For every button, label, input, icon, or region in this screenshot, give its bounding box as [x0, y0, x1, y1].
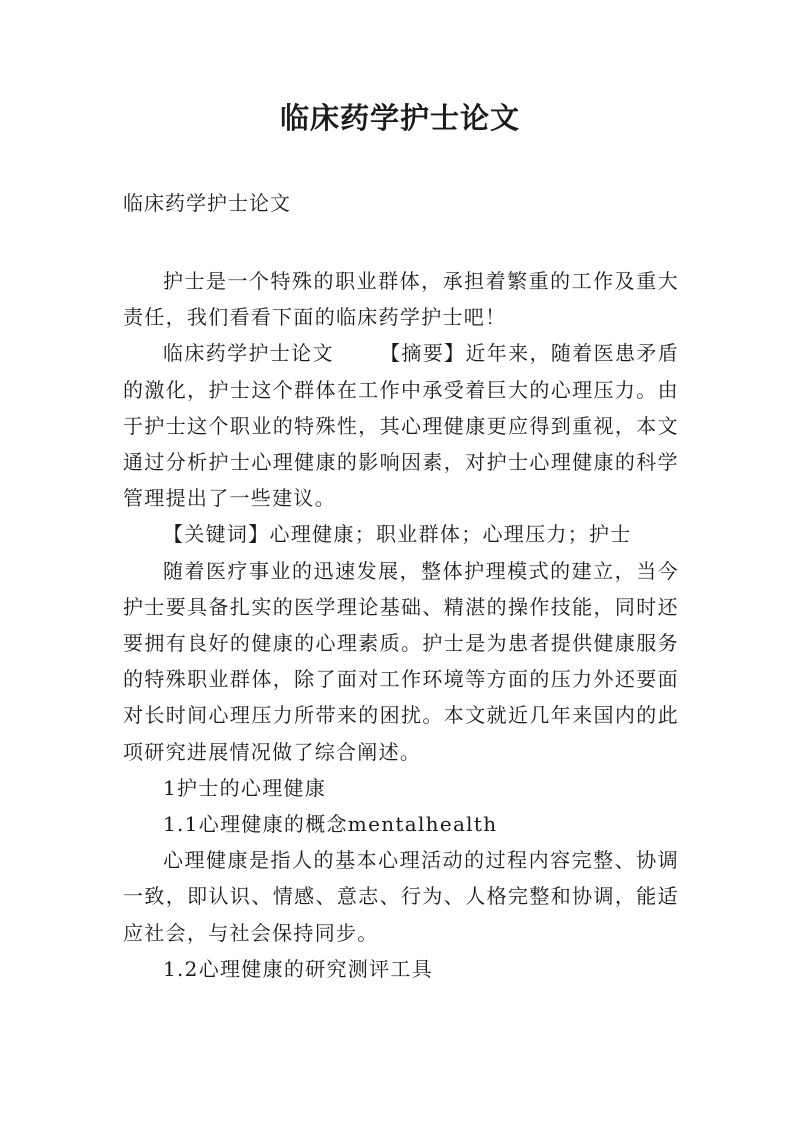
section-heading-1: 1护士的心理健康: [163, 775, 327, 800]
definition-paragraph: 心理健康是指人的基本心理活动的过程内容完整、协调一致，即认识、情感、意志、行为、人格完整和协调，能适应社会，与社会保持同步。: [123, 848, 679, 945]
document-title: 临床药学护士论文: [279, 101, 520, 135]
section-heading-1-1: 1.1心理健康的概念mentalhealth: [163, 812, 498, 837]
section-heading-1-2: 1.2心理健康的研究测评工具: [163, 956, 434, 981]
abstract-body: 【摘要】近年来，随着医患矛盾的激化，护士这个群体在工作中承受着巨大的心理压力。由于护士这个职业的特殊性，其心理健康更应得到重视，本文通过分析护士心理健康的影响因素，对护士心理健康的科学管理提出了一些建议。: [123, 341, 679, 511]
intro-paragraph: 护士是一个特殊的职业群体，承担着繁重的工作及重大责任，我们看看下面的临床药学护士吧！: [123, 269, 679, 330]
background-paragraph: 随着医疗事业的迅速发展，整体护理模式的建立，当今护士要具备扎实的医学理论基础、精湛的操作技能，同时还要拥有良好的健康的心理素质。护士是为患者提供健康服务的特殊职业群体，除了面对工作环境等方面的压力外还要面对长时间心理压力所带来的困扰。本文就近几年来国内的此项研究进展情况做了综合阐述。: [123, 558, 679, 764]
abstract-lead: 临床药学护士论文: [163, 341, 334, 366]
keywords-paragraph: 【关键词】心理健康；职业群体；心理压力；护士: [163, 522, 632, 547]
abstract-paragraph: [123, 335, 679, 516]
document-subtitle: 临床药学护士论文: [123, 191, 291, 215]
document-body: [123, 263, 679, 987]
